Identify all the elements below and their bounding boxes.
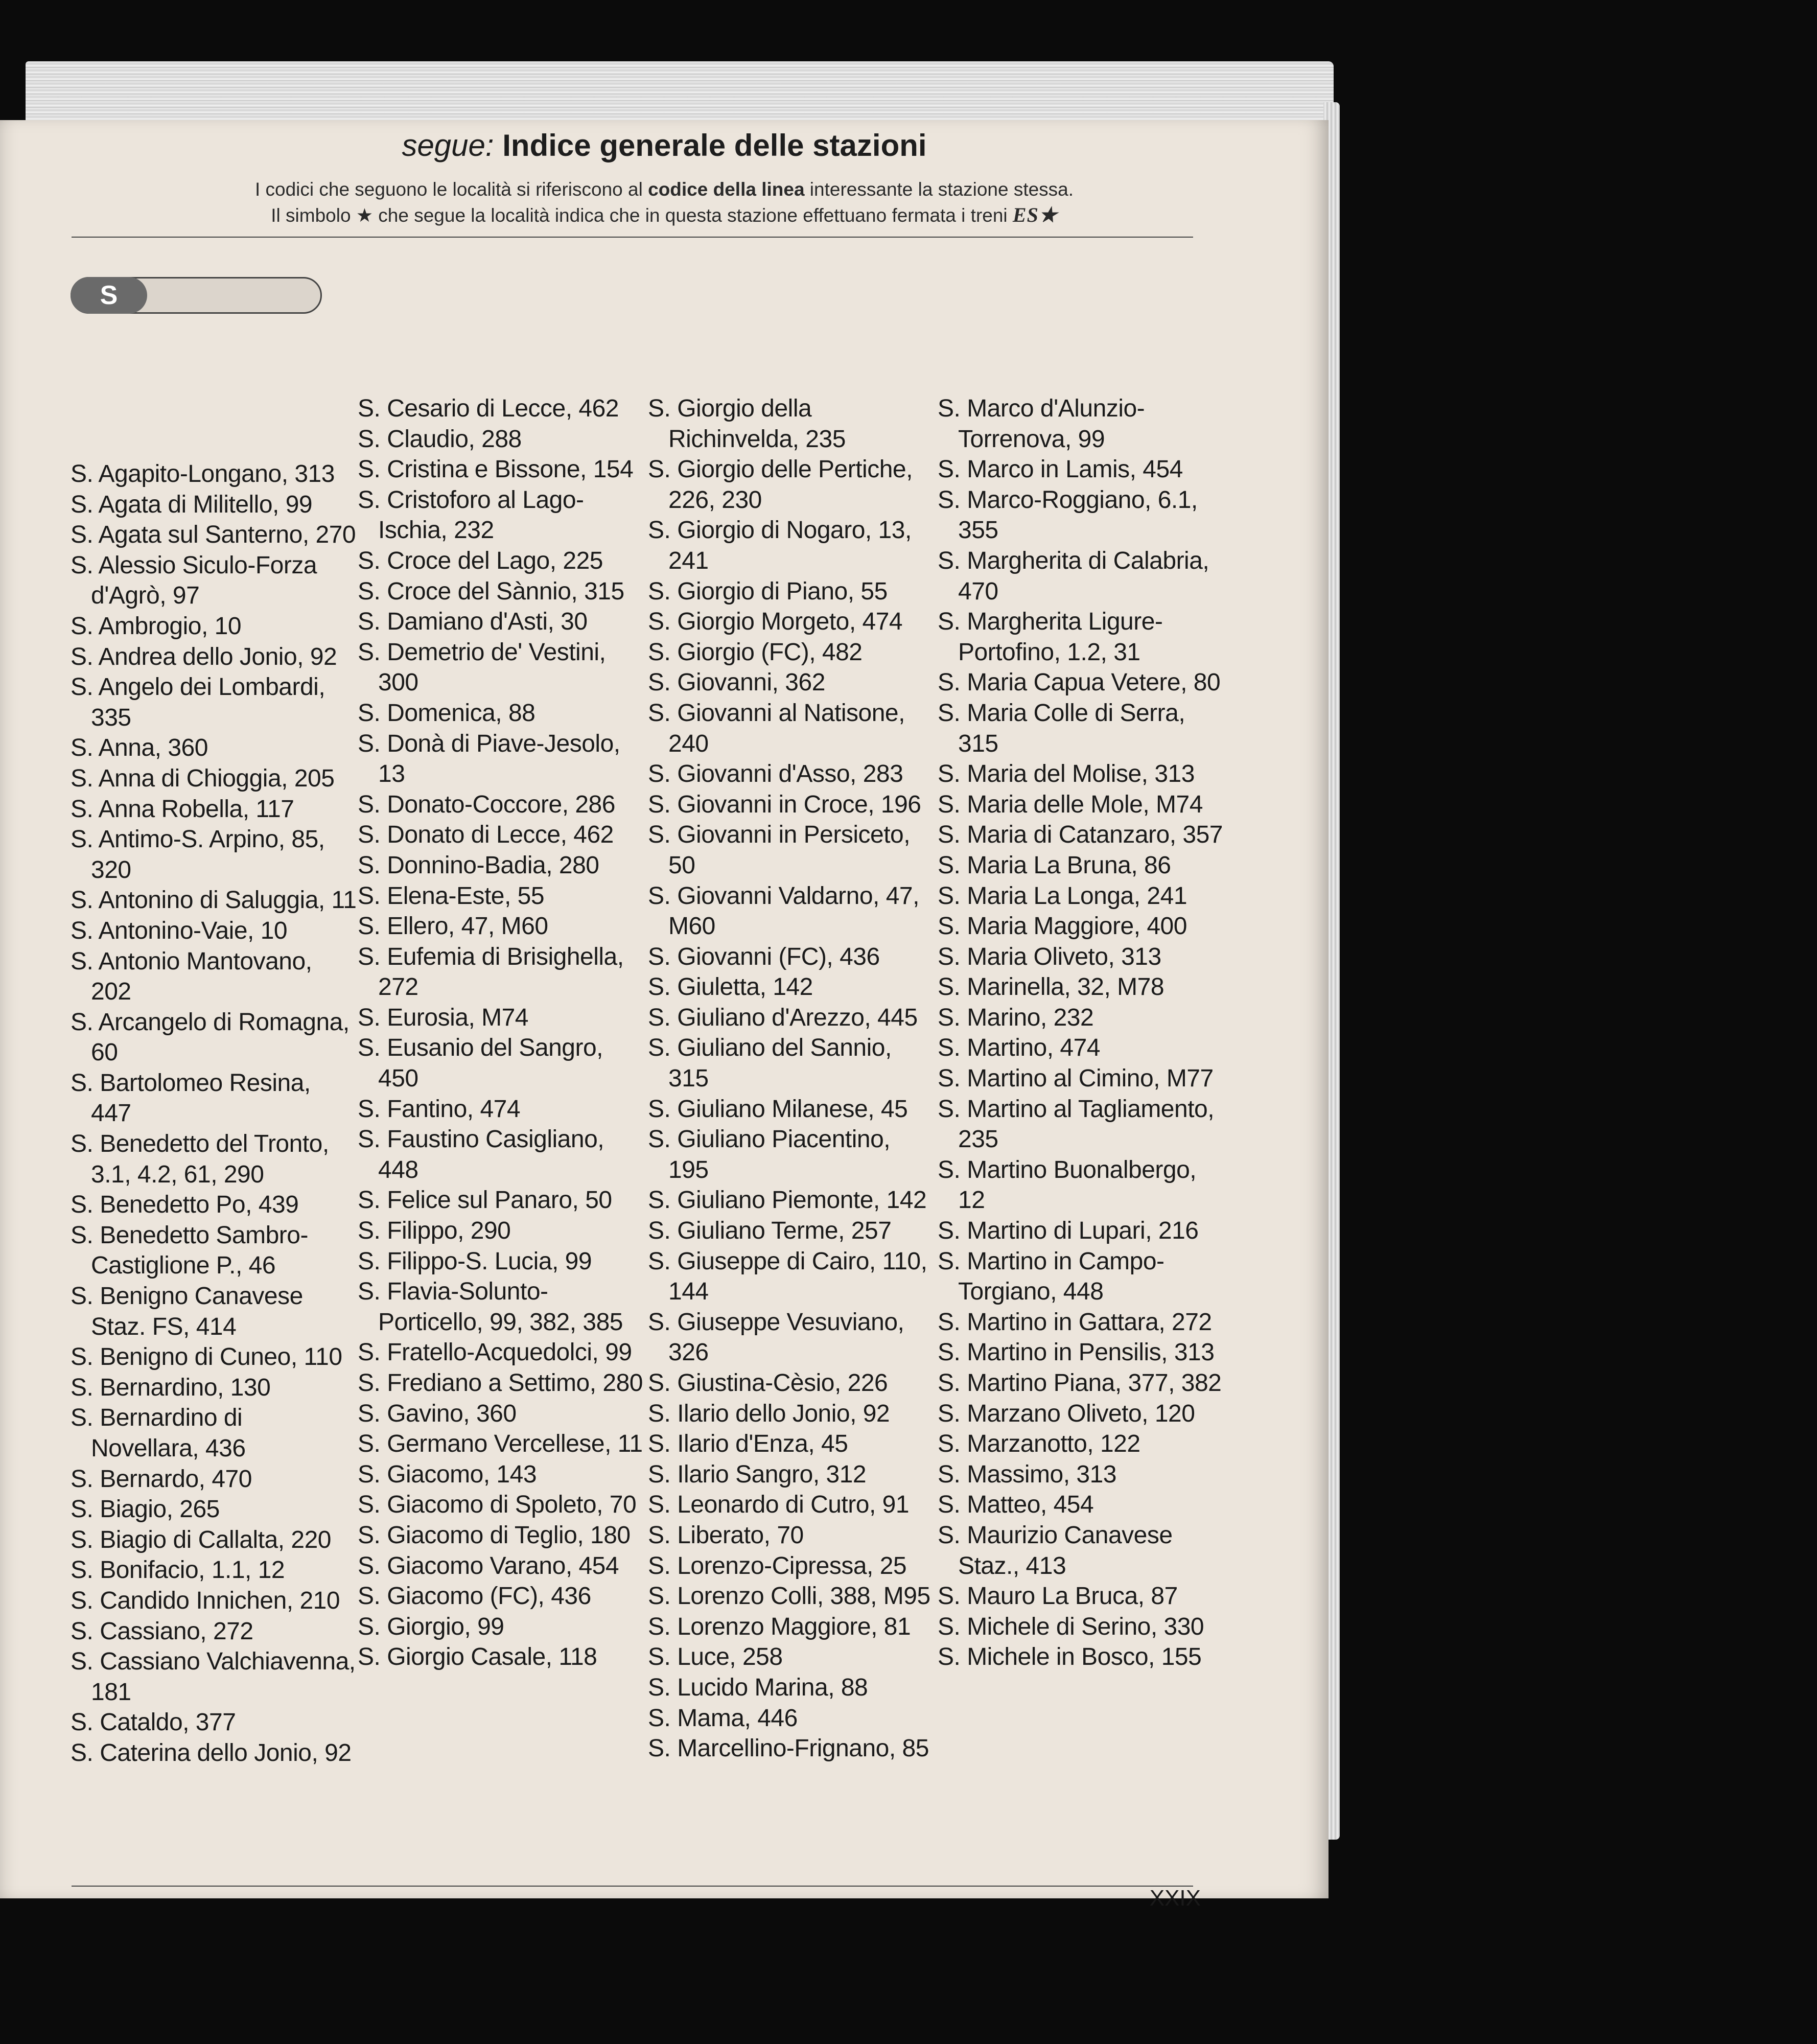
station-entry: S. Frediano a Settimo, 280 <box>358 1369 643 1397</box>
station-entry: S. Donnino-Badia, 280 <box>358 851 599 879</box>
station-entry: S. Antimo-S. Arpino, 85, 320 <box>71 826 325 884</box>
station-entry: S. Giuliano del Sannio, 315 <box>648 1034 892 1093</box>
station-entry: S. Giuliano Terme, 257 <box>648 1217 892 1245</box>
station-entry: S. Donà di Piave-Jesolo, 13 <box>358 730 620 788</box>
station-entry: S. Benedetto Sambro-Castiglione P., 46 <box>71 1221 308 1280</box>
station-entry: S. Marco d'Alunzio-Torrenova, 99 <box>938 395 1145 453</box>
station-entry: S. Martino al Tagliamento, 235 <box>938 1095 1215 1153</box>
station-entry: S. Donato-Coccore, 286 <box>358 791 615 818</box>
station-entry: S. Giovanni (FC), 436 <box>648 943 880 970</box>
station-entry: S. Bartolomeo Resina, 447 <box>71 1069 311 1127</box>
station-entry: S. Bernardino, 130 <box>71 1374 271 1401</box>
station-entry: S. Maria del Molise, 313 <box>938 760 1195 788</box>
intro-line-codes <box>0 179 1329 200</box>
header-divider <box>72 237 1193 238</box>
station-entry: S. Domenica, 88 <box>358 699 535 727</box>
station-entry: S. Marco-Roggiano, 6.1, 355 <box>938 486 1198 544</box>
title-main: Indice generale delle stazioni <box>502 128 927 162</box>
station-entry: S. Ellero, 47, M60 <box>358 913 548 940</box>
station-entry: S. Bernardo, 470 <box>71 1465 252 1493</box>
station-entry: S. Matteo, 454 <box>938 1491 1094 1519</box>
station-entry: S. Lorenzo-Cipressa, 25 <box>648 1552 907 1580</box>
station-entry: S. Arcangelo di Romagna, 60 <box>71 1008 350 1066</box>
intro-text: Il simbolo ★ che segue la località indica che in questa stazione effettuano fermata i treni <box>271 205 1013 226</box>
station-entry: S. Damiano d'Asti, 30 <box>358 608 588 636</box>
station-entry: S. Cassiano Valchiavenna, 181 <box>71 1648 356 1706</box>
station-entry: S. Marcellino-Frignano, 85 <box>648 1735 929 1762</box>
station-entry: S. Martino di Lupari, 216 <box>938 1217 1199 1245</box>
station-entry: S. Maria Maggiore, 400 <box>938 913 1187 940</box>
station-entry: S. Ambrogio, 10 <box>71 612 242 640</box>
station-entry: S. Martino al Cimino, M77 <box>938 1065 1214 1093</box>
station-entry: S. Mauro La Bruca, 87 <box>938 1583 1178 1610</box>
index-column-4 <box>938 393 1224 1673</box>
station-entry: S. Fratello-Acquedolci, 99 <box>358 1339 632 1366</box>
section-letter-tab <box>71 277 322 314</box>
station-entry: S. Benedetto del Tronto, 3.1, 4.2, 61, 290 <box>71 1130 329 1188</box>
station-entry: S. Martino Buonalbergo, 12 <box>938 1156 1197 1214</box>
station-entry: S. Felice sul Panaro, 50 <box>358 1187 612 1214</box>
station-entry: S. Maurizio Canavese Staz., 413 <box>938 1521 1173 1580</box>
station-entry: S. Anna Robella, 117 <box>71 795 294 823</box>
station-entry: S. Giustina-Cèsio, 226 <box>648 1369 888 1397</box>
station-entry: S. Giacomo (FC), 436 <box>358 1583 591 1610</box>
station-entry: S. Agata di Militello, 99 <box>71 491 313 518</box>
index-column-1 <box>71 459 357 1769</box>
station-entry: S. Caterina dello Jonio, 92 <box>71 1739 352 1767</box>
station-entry: S. Giacomo Varano, 454 <box>358 1552 619 1580</box>
station-entry: S. Michele di Serino, 330 <box>938 1613 1204 1640</box>
station-entry: S. Fantino, 474 <box>358 1095 521 1123</box>
station-entry: S. Cassiano, 272 <box>71 1617 253 1645</box>
station-entry: S. Gavino, 360 <box>358 1400 517 1427</box>
station-entry: S. Donato di Lecce, 462 <box>358 821 614 849</box>
page-title <box>0 128 1329 163</box>
station-entry: S. Maria Colle di Serra, 315 <box>938 699 1185 757</box>
index-column-3 <box>648 393 934 1764</box>
station-entry: S. Demetrio de' Vestini, 300 <box>358 638 606 696</box>
station-entry: S. Leonardo di Cutro, 91 <box>648 1491 910 1519</box>
station-entry: S. Anna di Chioggia, 205 <box>71 764 335 792</box>
station-entry: S. Giovanni in Persiceto, 50 <box>648 821 911 879</box>
intro-bold: codice della linea <box>648 179 805 200</box>
station-entry: S. Ilario Sangro, 312 <box>648 1460 867 1488</box>
index-column-2 <box>358 393 644 1673</box>
station-entry: S. Giuseppe di Cairo, 110, 144 <box>648 1247 927 1306</box>
station-entry: S. Ilario dello Jonio, 92 <box>648 1400 890 1427</box>
station-entry: S. Giovanni al Natisone, 240 <box>648 699 905 757</box>
station-entry: S. Germano Vercellese, 11 <box>358 1430 643 1458</box>
station-entry: S. Cesario di Lecce, 462 <box>358 395 619 422</box>
station-entry: S. Agata sul Santerno, 270 <box>71 521 356 549</box>
station-entry: S. Antonino-Vaie, 10 <box>71 917 288 944</box>
station-entry: S. Marino, 232 <box>938 1004 1094 1031</box>
station-entry: S. Giuliano Piemonte, 142 <box>648 1187 927 1214</box>
station-entry: S. Marzanotto, 122 <box>938 1430 1140 1458</box>
station-entry: S. Lorenzo Maggiore, 81 <box>648 1613 911 1640</box>
station-entry: S. Martino, 474 <box>938 1034 1100 1062</box>
station-entry: S. Martino in Campo-Torgiano, 448 <box>938 1247 1164 1306</box>
station-entry: S. Lorenzo Colli, 388, M95 <box>648 1583 930 1610</box>
intro-text: interessante la stazione stessa. <box>804 179 1074 200</box>
station-entry: S. Angelo dei Lombardi, 335 <box>71 673 325 731</box>
station-entry: S. Martino Piana, 377, 382 <box>938 1369 1222 1397</box>
station-entry: S. Filippo, 290 <box>358 1217 511 1245</box>
station-entry: S. Giorgio Morgeto, 474 <box>648 608 903 636</box>
station-entry: S. Martino in Gattara, 272 <box>938 1308 1212 1336</box>
station-entry: S. Antonino di Saluggia, 11 <box>71 887 357 914</box>
station-entry: S. Giuseppe Vesuviano, 326 <box>648 1308 904 1366</box>
station-entry: S. Giacomo di Spoleto, 70 <box>358 1491 637 1519</box>
station-entry: S. Giorgio delle Pertiche, 226, 230 <box>648 456 913 514</box>
station-entry: S. Giacomo, 143 <box>358 1460 537 1488</box>
station-entry: S. Benigno di Cuneo, 110 <box>71 1343 342 1371</box>
station-entry: S. Giovanni in Croce, 196 <box>648 791 921 818</box>
station-entry: S. Giuletta, 142 <box>648 973 813 1001</box>
station-entry: S. Filippo-S. Lucia, 99 <box>358 1247 592 1275</box>
intro-text: I codici che seguono le località si riferiscono al <box>254 179 648 200</box>
station-entry: S. Biagio, 265 <box>71 1496 220 1523</box>
station-entry: S. Bernardino di Novellara, 436 <box>71 1404 246 1462</box>
station-entry: S. Marco in Lamis, 454 <box>938 456 1183 483</box>
station-entry: S. Giovanni, 362 <box>648 669 825 696</box>
station-entry: S. Luce, 258 <box>648 1643 783 1671</box>
page-number: XXIX <box>1149 1886 1201 1911</box>
station-entry: S. Maria delle Mole, M74 <box>938 791 1203 818</box>
station-entry: S. Cristina e Bissone, 154 <box>358 456 634 483</box>
station-entry: S. Eurosia, M74 <box>358 1004 528 1031</box>
section-letter: S <box>71 277 147 314</box>
station-entry: S. Margherita di Calabria, 470 <box>938 547 1209 605</box>
station-entry: S. Michele in Bosco, 155 <box>938 1643 1202 1671</box>
station-entry: S. Maria Oliveto, 313 <box>938 943 1161 970</box>
station-entry: S. Lucido Marina, 88 <box>648 1674 868 1701</box>
station-entry: S. Claudio, 288 <box>358 425 522 453</box>
station-entry: S. Maria di Catanzaro, 357 <box>938 821 1223 849</box>
station-entry: S. Andrea dello Jonio, 92 <box>71 643 337 670</box>
station-entry: S. Martino in Pensilis, 313 <box>938 1339 1215 1366</box>
station-entry: S. Liberato, 70 <box>648 1521 804 1549</box>
station-entry: S. Giorgio di Nogaro, 13, 241 <box>648 517 912 574</box>
intro-line-symbol <box>0 203 1329 227</box>
footer-divider <box>72 1886 1193 1887</box>
station-entry: S. Benedetto Po, 439 <box>71 1191 299 1219</box>
station-entry: S. Giovanni Valdarno, 47, M60 <box>648 882 919 940</box>
station-entry: S. Cataldo, 377 <box>71 1709 236 1736</box>
station-entry: S. Faustino Casigliano, 448 <box>358 1126 604 1183</box>
station-entry: S. Massimo, 313 <box>938 1460 1116 1488</box>
station-entry: S. Marinella, 32, M78 <box>938 973 1164 1001</box>
station-entry: S. Mama, 446 <box>648 1704 798 1732</box>
es-train-logo: ES★ <box>1012 203 1058 226</box>
station-entry: S. Giorgio di Piano, 55 <box>648 577 888 605</box>
station-entry: S. Croce del Sànnio, 315 <box>358 577 624 605</box>
station-entry: S. Biagio di Callalta, 220 <box>71 1526 331 1553</box>
station-entry: S. Antonio Mantovano, 202 <box>71 947 312 1006</box>
station-entry: S. Giuliano Piacentino, 195 <box>648 1126 891 1183</box>
station-entry: S. Bonifacio, 1.1, 12 <box>71 1557 285 1584</box>
station-entry: S. Benigno Canavese Staz. FS, 414 <box>71 1283 303 1340</box>
station-entry: S. Giovanni d'Asso, 283 <box>648 760 903 788</box>
station-entry: S. Giorgio, 99 <box>358 1613 504 1640</box>
station-entry: S. Elena-Este, 55 <box>358 882 545 910</box>
station-entry: S. Giorgio (FC), 482 <box>648 638 863 666</box>
station-entry: S. Giorgio Casale, 118 <box>358 1643 597 1671</box>
title-prefix: segue: <box>402 128 494 162</box>
station-entry: S. Maria La Bruna, 86 <box>938 851 1171 879</box>
station-entry: S. Maria Capua Vetere, 80 <box>938 669 1221 696</box>
station-entry: S. Marzano Oliveto, 120 <box>938 1400 1195 1427</box>
station-entry: S. Flavia-Solunto-Porticello, 99, 382, 385 <box>358 1278 623 1336</box>
station-entry: S. Anna, 360 <box>71 734 208 762</box>
station-entry: S. Agapito-Longano, 313 <box>71 460 335 487</box>
station-entry: S. Maria La Longa, 241 <box>938 882 1187 910</box>
station-entry: S. Alessio Siculo-Forza d'Agrò, 97 <box>71 551 317 610</box>
station-entry: S. Croce del Lago, 225 <box>358 547 603 574</box>
station-entry: S. Giuliano d'Arezzo, 445 <box>648 1004 918 1031</box>
station-entry: S. Giuliano Milanese, 45 <box>648 1095 908 1123</box>
station-entry: S. Cristoforo al Lago-Ischia, 232 <box>358 486 584 544</box>
station-entry: S. Eufemia di Brisighella, 272 <box>358 943 624 1001</box>
station-entry: S. Giorgio della Richinvelda, 235 <box>648 395 846 453</box>
station-entry: S. Eusanio del Sangro, 450 <box>358 1034 603 1093</box>
station-entry: S. Candido Innichen, 210 <box>71 1587 340 1614</box>
station-entry: S. Ilario d'Enza, 45 <box>648 1430 848 1458</box>
station-entry: S. Margherita Ligure-Portofino, 1.2, 31 <box>938 608 1163 666</box>
station-entry: S. Giacomo di Teglio, 180 <box>358 1521 631 1549</box>
